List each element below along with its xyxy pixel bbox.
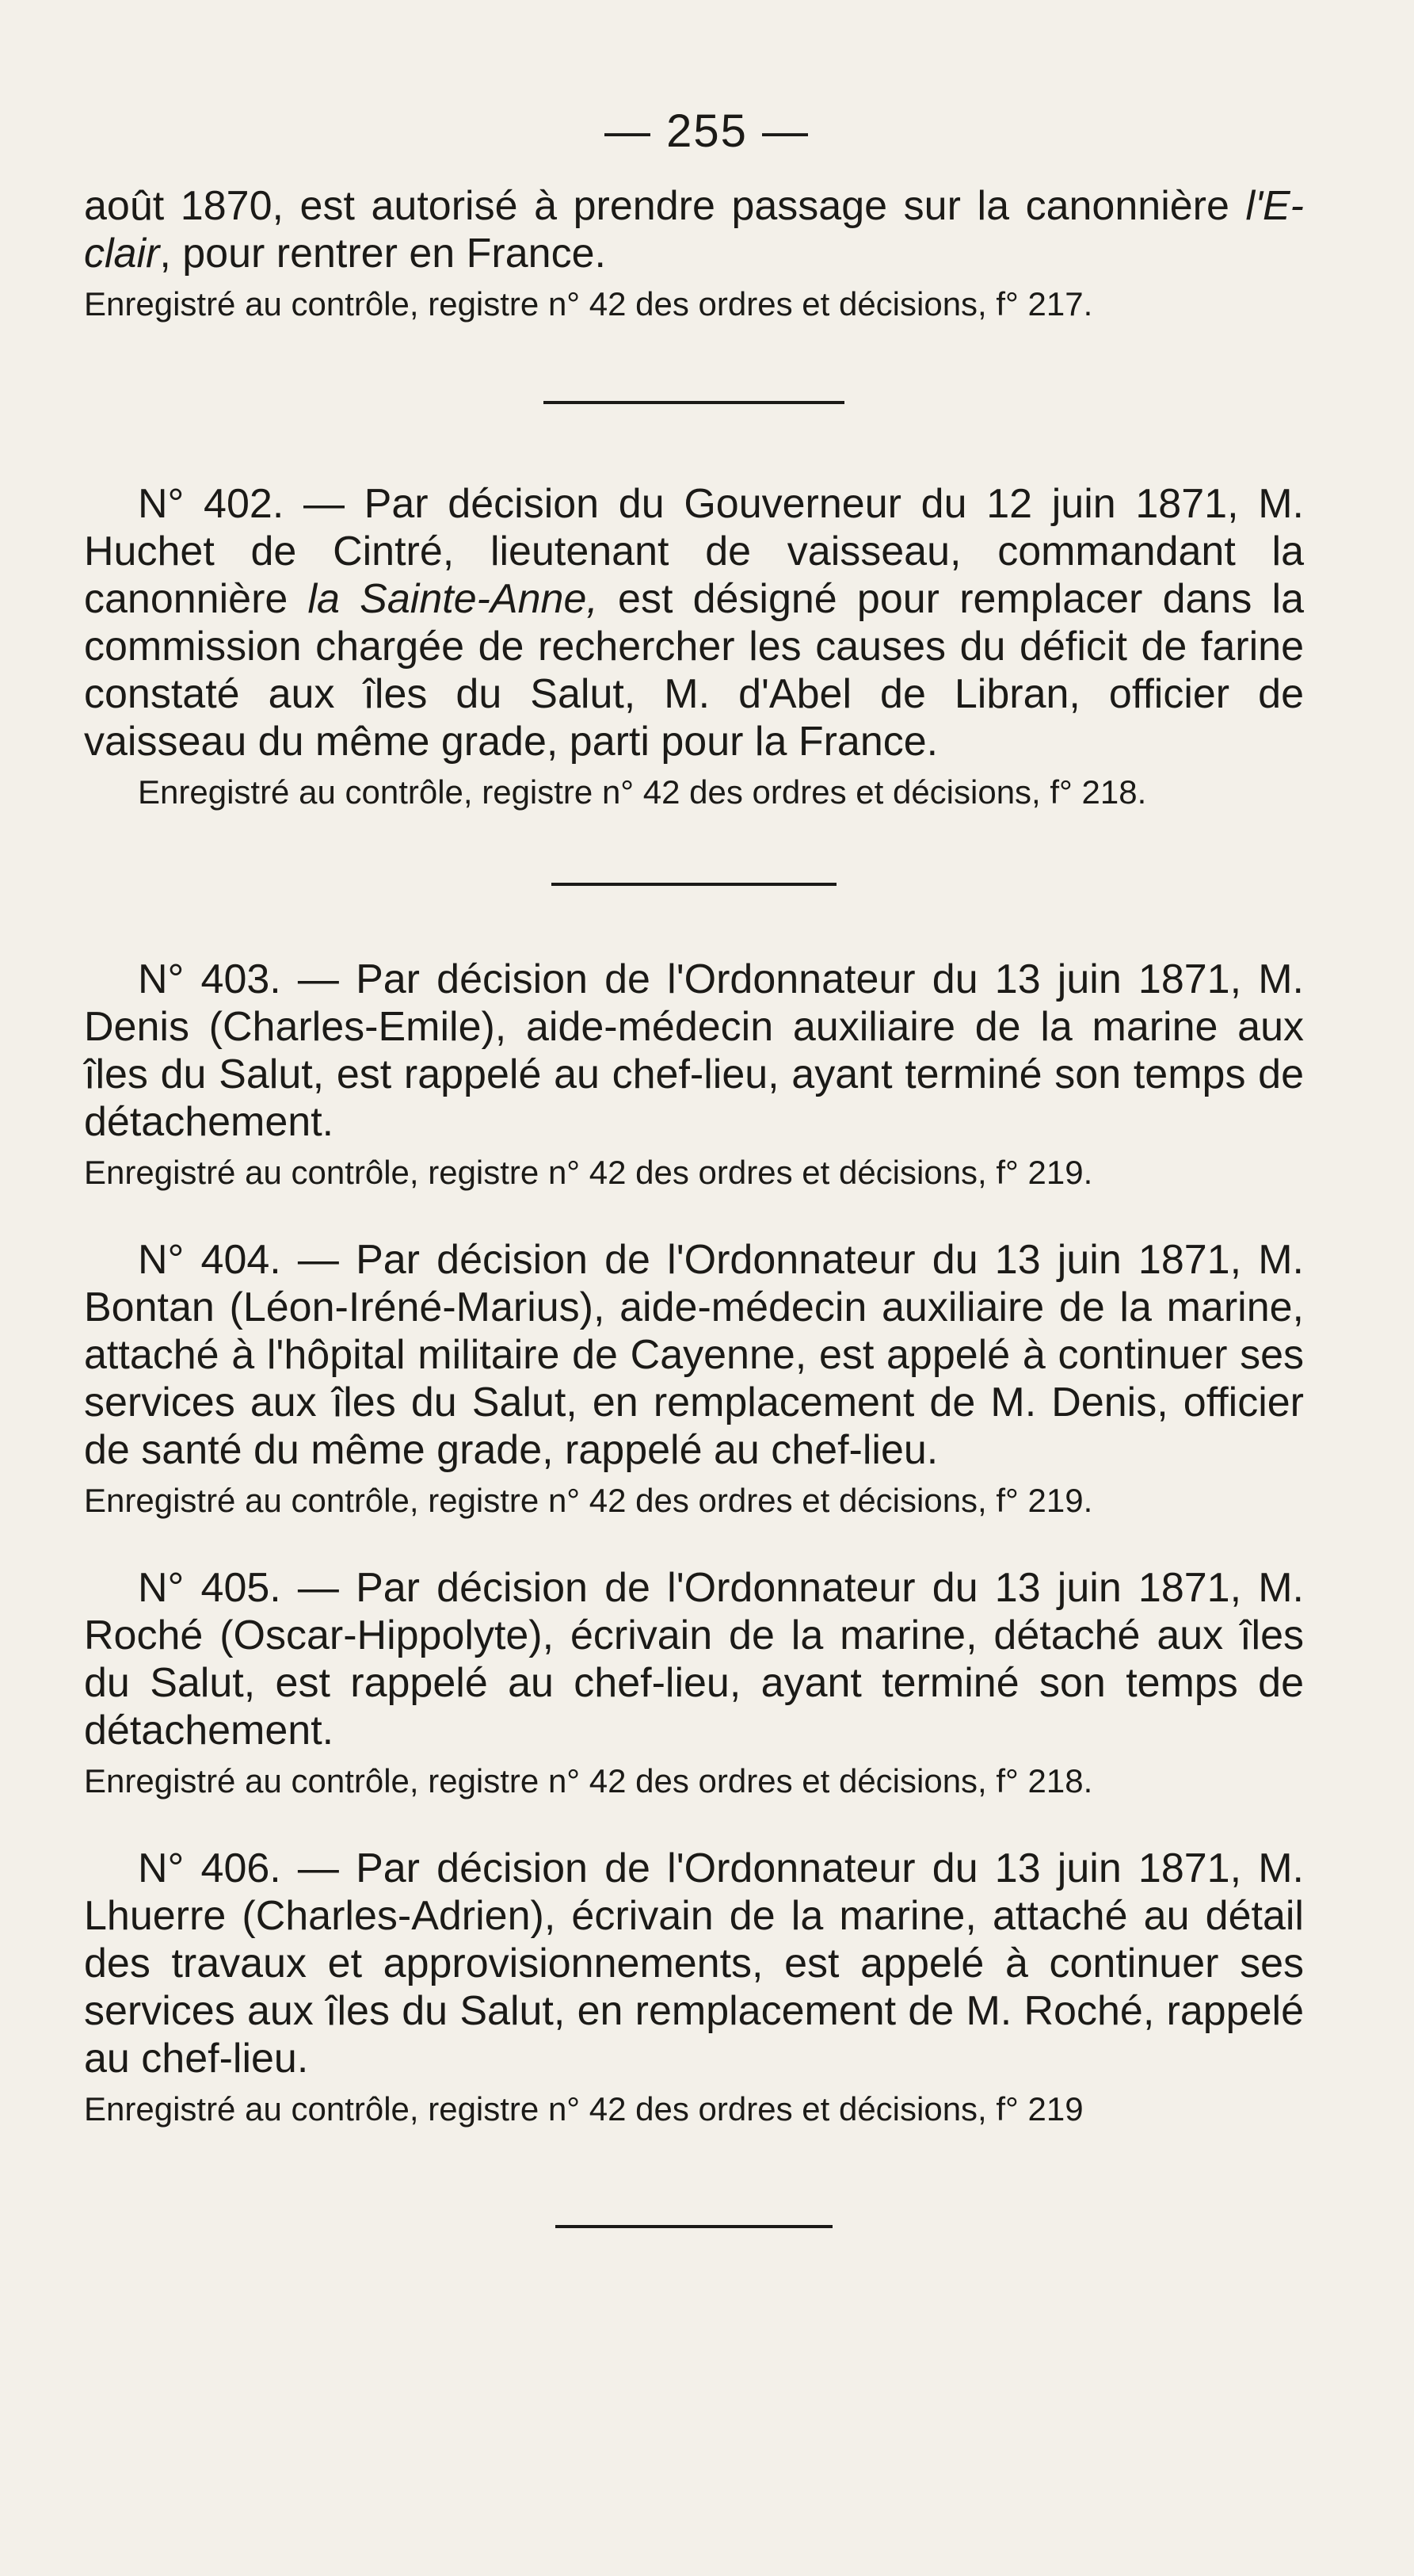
section-divider — [551, 883, 837, 886]
decision-body-end: est désigné pour remplacer dans la commission chargée de rechercher les causes du déficit de farine constaté aux îles du Salut, M. d'Abel de Libran, officier de vaisseau du même grade, parti pour la France. — [84, 576, 1304, 765]
registration-note: Enregistré au contrôle, registre n° 42 des ordres et décisions, f° 219 — [84, 2090, 1084, 2128]
decision-body-start: — Par décision du Gouverneur du 12 juin 1871, M. Huchet de Cintré, lieutenant de vaisseau, commandant la canonnière — [84, 481, 1304, 622]
decision-text — [84, 1236, 1304, 1474]
decision-body: — Par décision de l'Ordonnateur du 13 juin 1871, M. Lhuerre (Charles-Adrien), écrivain de la marine, attaché au détail des travaux et approvisionnements, est appelé à continuer ses services aux îles du Salut, en remplacement de M. Roché, rappelé au chef-lieu. — [84, 1845, 1304, 2082]
continuation-text-start: août 1870, est autorisé à prendre passage sur la canonnière — [84, 183, 1246, 229]
registration-note: Enregistré au contrôle, registre n° 42 des ordres et décisions, f° 219. — [84, 1482, 1093, 1519]
continuation-text-end: , pour rentrer en France. — [159, 231, 606, 277]
entry-spacer — [84, 1802, 1304, 1845]
page-number: — 255 — — [604, 105, 810, 157]
decision-number: N° 406. — [138, 1845, 281, 1891]
registration-note: Enregistré au contrôle, registre n° 42 des ordres et décisions, f° 217. — [84, 285, 1093, 322]
registration-note: Enregistré au contrôle, registre n° 42 des ordres et décisions, f° 218. — [138, 773, 1147, 811]
section-divider — [543, 401, 844, 404]
decision-number: N° 403. — [138, 956, 281, 1002]
decision-text — [84, 1564, 1304, 1754]
page-content — [84, 182, 1304, 2228]
decision-entry — [84, 1845, 1304, 2130]
decision-entry — [84, 956, 1304, 1193]
decision-number: N° 405. — [138, 1565, 281, 1611]
decision-number: N° 402. — [138, 481, 284, 527]
decision-body: — Par décision de l'Ordonnateur du 13 juin 1871, M. Denis (Charles-Emile), aide-médecin auxiliaire de la marine aux îles du Salut, est rappelé au chef-lieu, ayant terminé son temps de détachement. — [84, 956, 1304, 1145]
registration-note: Enregistré au contrôle, registre n° 42 des ordres et décisions, f° 218. — [84, 1762, 1093, 1799]
entry-spacer — [84, 1193, 1304, 1236]
continuation-paragraph — [84, 182, 1304, 277]
ship-name: la Sainte-Anne, — [307, 576, 598, 622]
decision-text — [84, 480, 1304, 765]
decision-text — [84, 1845, 1304, 2082]
decision-entry — [84, 1564, 1304, 1802]
decision-body: — Par décision de l'Ordonnateur du 13 juin 1871, M. Bontan (Léon-Iréné-Marius), aide-médecin auxiliaire de la marine, attaché à l'hôpital militaire de Cayenne, est appelé à continuer ses services aux îles du Salut, en remplacement de M. Denis, officier de santé du même grade, rappelé au chef-lieu. — [84, 1237, 1304, 1473]
decision-entry — [84, 480, 1304, 813]
decision-text — [84, 956, 1304, 1146]
registration-note: Enregistré au contrôle, registre n° 42 des ordres et décisions, f° 219. — [84, 1154, 1093, 1191]
entry-spacer — [84, 1521, 1304, 1564]
ship-name: l'E-clair — [84, 183, 1304, 277]
decision-number: N° 404. — [138, 1237, 281, 1283]
section-divider — [555, 2225, 833, 2228]
decision-entry — [84, 1236, 1304, 1521]
decision-body: — Par décision de l'Ordonnateur du 13 juin 1871, M. Roché (Oscar-Hippolyte), écrivain de la marine, détaché aux îles du Salut, est rappelé au chef-lieu, ayant terminé son temps de détachement. — [84, 1565, 1304, 1754]
